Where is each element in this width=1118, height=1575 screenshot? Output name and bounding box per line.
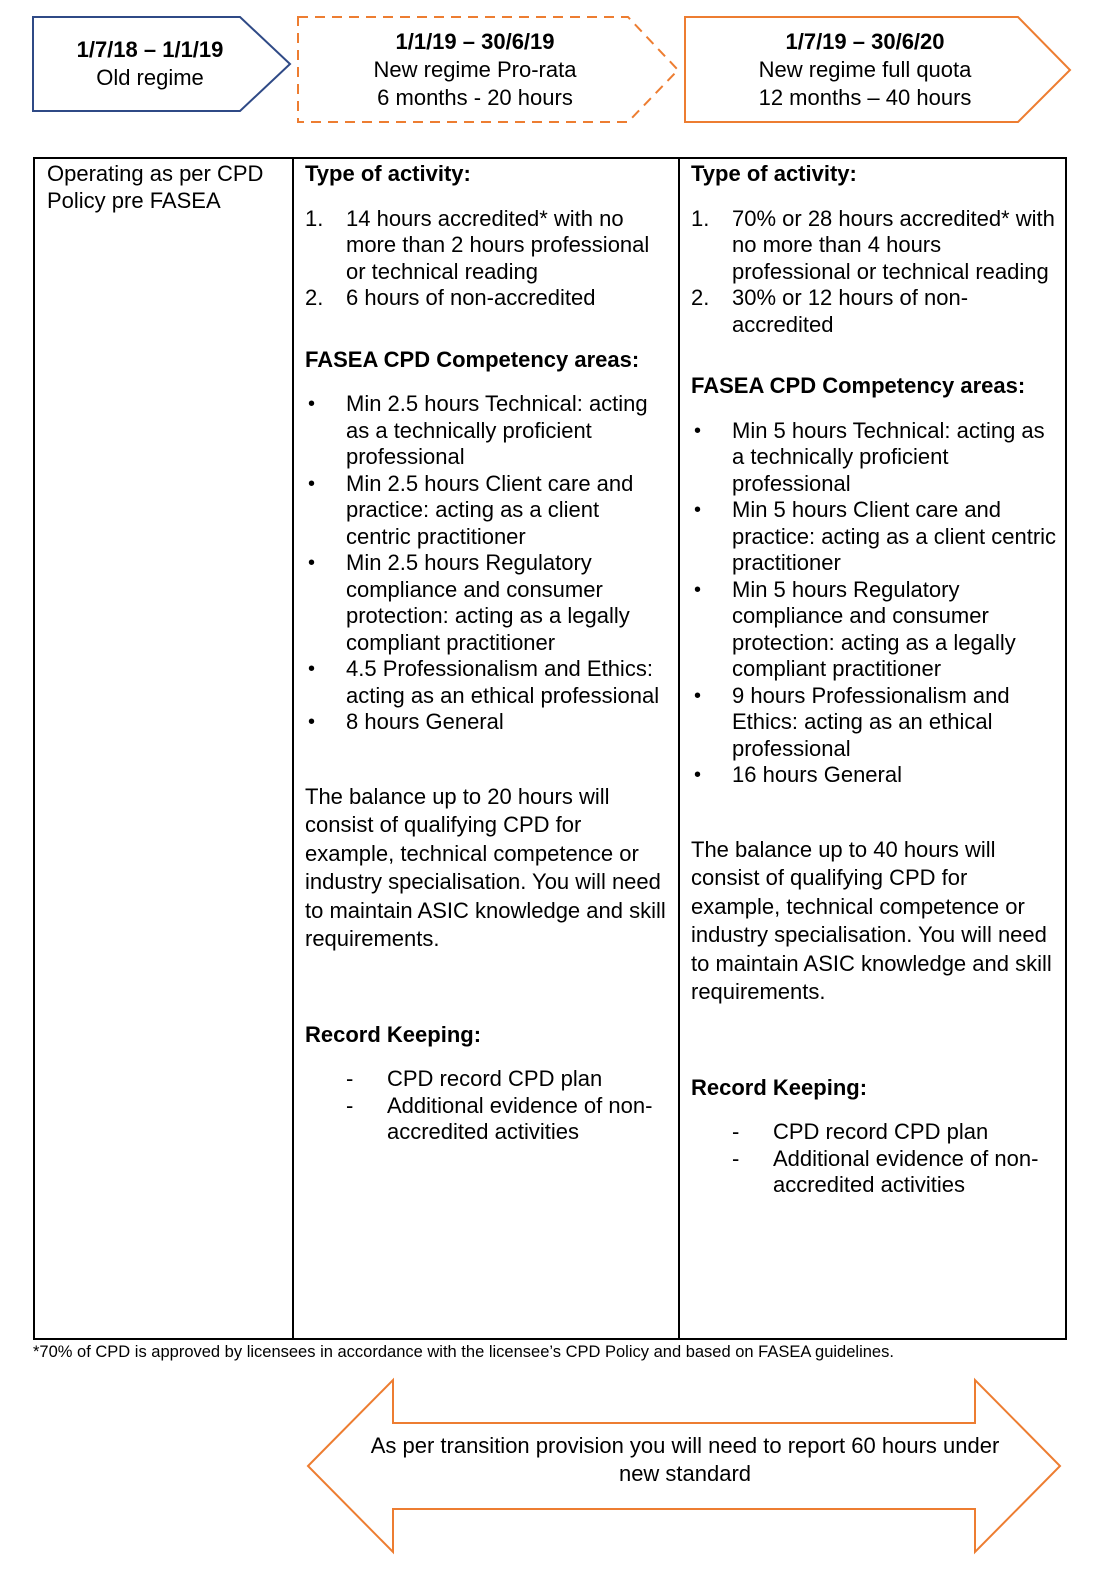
activity-list (305, 206, 670, 312)
competency-list (305, 391, 670, 736)
balance-text: The balance up to 40 hours will consist of qualifying CPD for example, technical competence or industry specialisation. You will need to maintain ASIC knowledge and skill requirements. (691, 836, 1052, 1004)
timeline-desc-old: Old regime (96, 65, 204, 90)
list-item: • Min 5 hours Regulatory compliance and consumer protection: acting as a legally compliant practitioner (694, 576, 1016, 681)
record-heading: Record Keeping: (305, 1021, 482, 1047)
list-item: • 16 hours General (694, 762, 902, 787)
column-pro-rata (294, 159, 680, 1338)
list-item: - CPD record CPD plan (346, 1066, 603, 1091)
record-heading: Record Keeping: (691, 1074, 868, 1100)
list-item: 2. 6 hours of non-accredited (305, 285, 596, 310)
column-full-quota (680, 159, 1065, 1338)
competency-heading: FASEA CPD Competency areas: (305, 346, 640, 372)
timeline-date-pro-rata: 1/1/19 – 30/6/19 (395, 29, 555, 54)
list-item: 1. 70% or 28 hours accredited* with no more than 4 hours professional or technical reading (691, 205, 1055, 284)
list-item: - CPD record CPD plan (732, 1119, 989, 1144)
activity-heading: Type of activity: (691, 161, 857, 186)
record-list (691, 1119, 1057, 1199)
timeline-date-old: 1/7/18 – 1/1/19 (76, 37, 224, 62)
timeline-hours-full-quota: 12 months – 40 hours (758, 85, 972, 110)
list-item: • Min 5 hours Technical: acting as a technically proficient professional (694, 417, 1045, 496)
footnote: *70% of CPD is approved by licensees in accordance with the licensee’s CPD Policy and based on FASEA guidelines. (33, 1343, 894, 1361)
timeline-desc-pro-rata: New regime Pro-rata (373, 57, 577, 82)
timeline-hours-pro-rata: 6 months - 20 hours (377, 85, 573, 110)
old-regime-text: Operating as per CPD Policy pre FASEA (47, 161, 264, 213)
list-item: • Min 2.5 hours Technical: acting as a technically proficient professional (308, 391, 648, 469)
record-list (305, 1066, 670, 1146)
cpd-requirements-table (33, 157, 1067, 1340)
timeline-label-pro-rata (320, 28, 630, 112)
transition-text: As per transition provision you will need to report 60 hours under new standard (370, 1433, 1000, 1486)
list-item: • 9 hours Professionalism and Ethics: acting as an ethical professional (694, 682, 1010, 761)
timeline-label-old (40, 36, 260, 92)
activity-heading: Type of activity: (305, 161, 471, 186)
list-item: 1. 14 hours accredited* with no more than 2 hours professional or technical reading (305, 205, 650, 284)
list-item: • 4.5 Professionalism and Ethics: acting as an ethical professional (308, 656, 660, 708)
timeline-desc-full-quota: New regime full quota (758, 57, 972, 82)
activity-list (691, 206, 1057, 339)
list-item: • Min 2.5 hours Client care and practice: acting as a client centric practitioner (308, 470, 634, 549)
list-item: 2. 30% or 12 hours of non-accredited (691, 285, 969, 337)
list-item: - Additional evidence of non-accredited activities (732, 1145, 1039, 1197)
list-item: - Additional evidence of non-accredited activities (346, 1092, 653, 1144)
competency-heading: FASEA CPD Competency areas: (691, 373, 1026, 398)
timeline-label-full-quota (705, 28, 1025, 112)
competency-list (691, 418, 1057, 789)
list-item: • Min 5 hours Client care and practice: acting as a client centric practitioner (694, 497, 1057, 575)
column-old-regime (35, 159, 294, 1338)
list-item: • 8 hours General (308, 709, 504, 734)
balance-text: The balance up to 20 hours will consist of qualifying CPD for example, technical competence or industry specialisation. You will need to maintain ASIC knowledge and skill requirements. (305, 783, 666, 951)
timeline-date-full-quota: 1/7/19 – 30/6/20 (785, 29, 945, 54)
list-item: • Min 2.5 hours Regulatory compliance and consumer protection: acting as a legally compliant practitioner (308, 550, 630, 655)
